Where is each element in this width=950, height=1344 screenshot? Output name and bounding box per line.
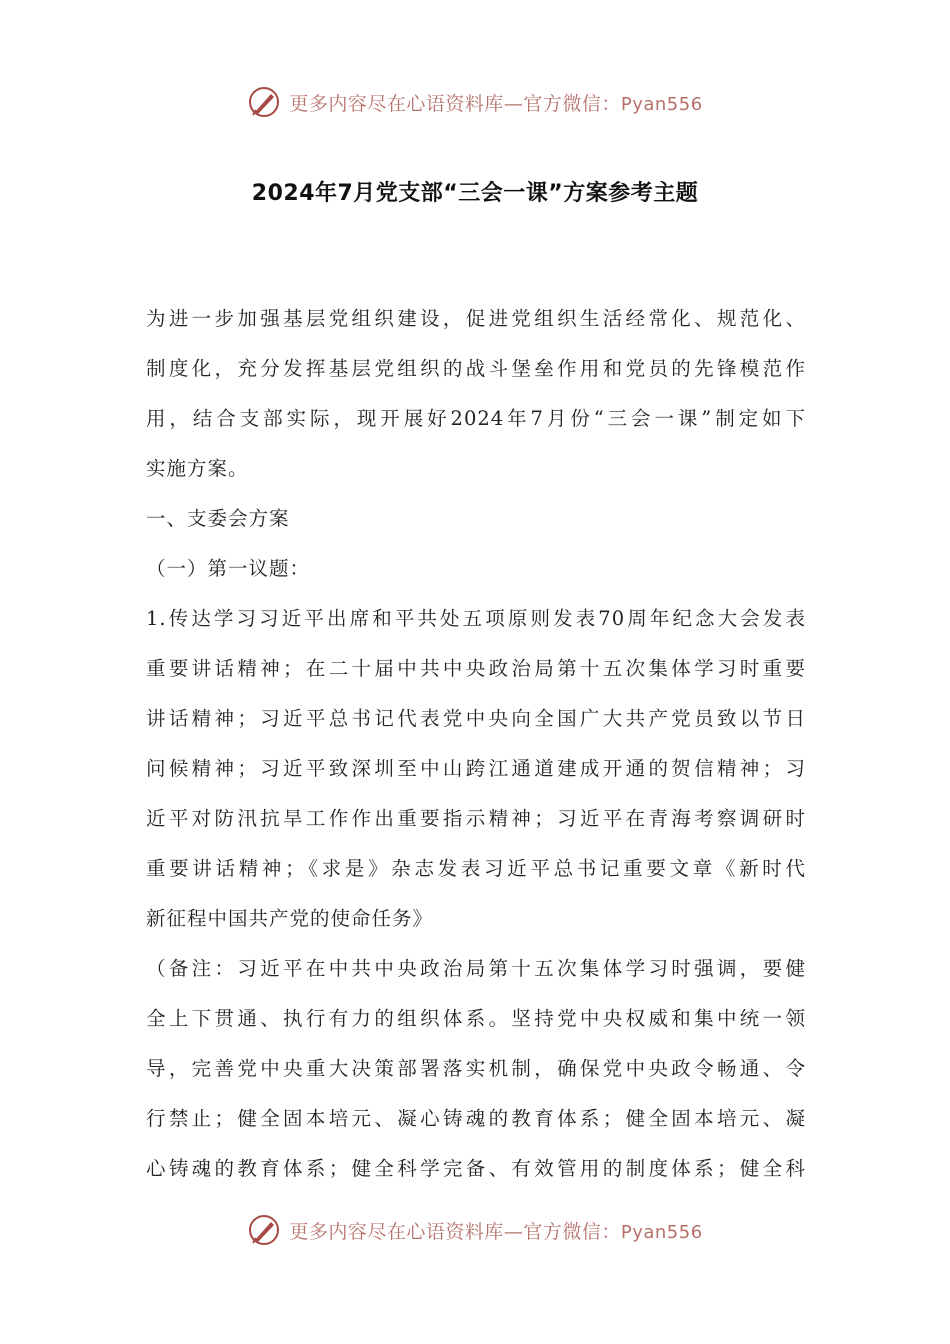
body-text-line: 心铸魂的教育体系；健全科学完备、有效管用的制度体系；健全科 <box>146 1157 806 1180</box>
body-text-line: 一、支委会方案 <box>146 507 290 530</box>
watermark-text <box>289 1217 702 1244</box>
quill-pen-logo-icon <box>247 1213 281 1247</box>
watermark-text <box>289 89 702 116</box>
body-text-line: 用，结合支部实际，现开展好2024年7月份“三会一课”制定如下 <box>146 407 806 430</box>
body-text-line: 讲话精神；习近平总书记代表党中央向全国广大共产党员致以节日 <box>146 707 806 730</box>
body-text-line: 行禁止；健全固本培元、凝心铸魂的教育体系；健全固本培元、凝 <box>146 1107 806 1130</box>
body-text-line: 重要讲话精神；在二十届中共中央政治局第十五次集体学习时重要 <box>146 657 806 680</box>
document-body <box>146 294 806 1194</box>
watermark-wechat-id: Pyan556 <box>620 1221 703 1243</box>
body-text-line: 问候精神；习近平致深圳至中山跨江通道建成开通的贺信精神；习 <box>146 757 806 780</box>
quill-pen-logo-icon <box>247 85 281 119</box>
body-text-line: （一）第一议题： <box>146 557 311 580</box>
watermark-caption: 更多内容尽在心语资料库—官方微信： <box>289 92 621 115</box>
document-title: 2024年7月党支部“三会一课”方案参考主题 <box>251 181 699 206</box>
body-text-line: 导，完善党中央重大决策部署落实机制，确保党中央政令畅通、令 <box>146 1057 806 1080</box>
body-text-line: 全上下贯通、执行有力的组织体系。坚持党中央权威和集中统一领 <box>146 1007 806 1030</box>
body-text-line: 近平对防汛抗旱工作作出重要指示精神；习近平在青海考察调研时 <box>146 807 806 830</box>
body-text-line: 新征程中国共产党的使命任务》 <box>146 907 434 930</box>
body-text-line: 重要讲话精神；《求是》杂志发表习近平总书记重要文章《新时代 <box>146 857 806 880</box>
watermark-wechat-id: Pyan556 <box>620 93 703 115</box>
body-text-line: 制度化，充分发挥基层党组织的战斗堡垒作用和党员的先锋模范作 <box>146 357 806 380</box>
body-text-line: 实施方案。 <box>146 457 249 480</box>
body-text-line: 为进一步加强基层党组织建设，促进党组织生活经常化、规范化、 <box>146 307 806 330</box>
watermark-caption: 更多内容尽在心语资料库—官方微信： <box>289 1220 621 1243</box>
footer-watermark-banner <box>0 1210 950 1250</box>
header-watermark-banner <box>0 82 950 122</box>
body-text-line: 1.传达学习习近平出席和平共处五项原则发表70周年纪念大会发表 <box>146 607 806 630</box>
body-text-line: （备注：习近平在中共中央政治局第十五次集体学习时强调，要健 <box>146 957 806 980</box>
